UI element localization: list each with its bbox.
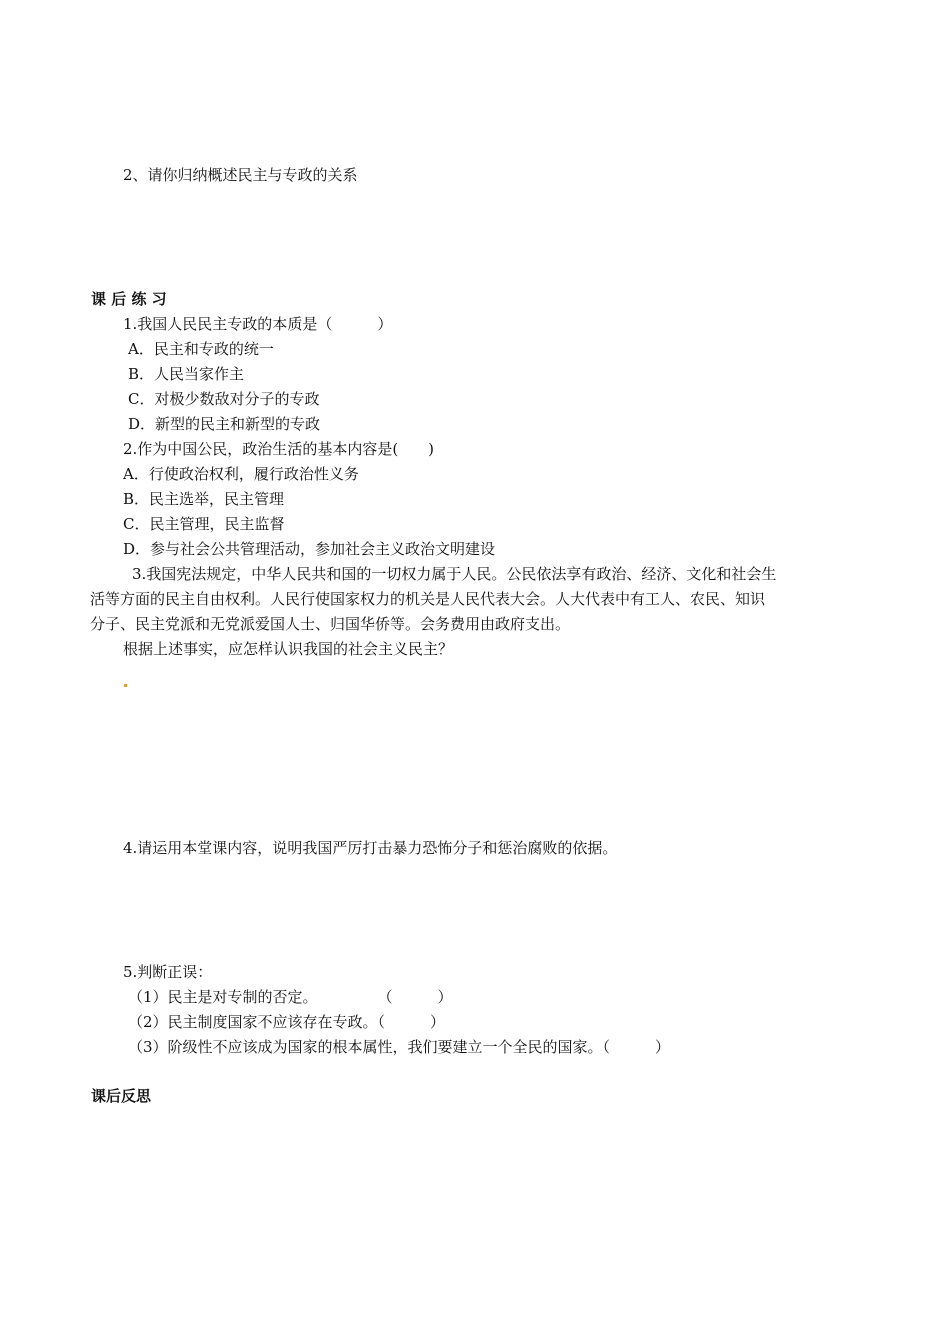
question-5-stem: 5.判断正误：	[123, 963, 213, 981]
q3-question: 根据上述事实，应怎样认识我国的社会主义民主？	[123, 640, 454, 658]
mc1-option-b: B．人民当家作主	[128, 365, 245, 383]
question-4: 4.请运用本堂课内容，说明我国严厉打击暴力恐怖分子和惩治腐败的依据。	[123, 839, 618, 857]
q3-passage-line-2: 活等方面的民主自由权利。人民行使国家权力的机关是人民代表大会。人大代表中有工人、农民、知识	[90, 590, 766, 608]
mc2-stem: 2.作为中国公民，政治生活的基本内容是( )	[123, 440, 435, 458]
mc2-option-c: C．民主管理，民主监督	[123, 515, 285, 533]
section-heading-exercise: 课 后 练 习	[91, 290, 167, 308]
question-2-prompt: 2、请你归纳概述民主与专政的关系	[123, 166, 358, 184]
mc2-option-a: A．行使政治权利，履行政治性义务	[123, 465, 359, 483]
mc1-option-d: D．新型的民主和新型的专政	[128, 415, 321, 433]
mc2-option-b: B．民主选举，民主管理	[123, 490, 285, 508]
q3-passage-line-3: 分子、民主党派和无党派爱国人士、归国华侨等。会务费用由政府支出。	[90, 615, 571, 633]
section-heading-reflection: 课后反思	[91, 1087, 152, 1105]
question-5-item-1: （1）民主是对专制的否定。 （ ）	[128, 988, 453, 1006]
question-5-item-2: （2）民主制度国家不应该存在专政。（ ）	[128, 1013, 446, 1031]
mc1-stem: 1.我国人民民主专政的本质是（ ）	[123, 315, 393, 333]
q3-passage-line-1: 3.我国宪法规定，中华人民共和国的一切权力属于人民。公民依法享有政治、经济、文化和社会生	[132, 565, 777, 583]
question-5-item-3: （3）阶级性不应该成为国家的根本属性，我们要建立一个全民的国家。（ ）	[128, 1038, 671, 1056]
mc1-option-a: A．民主和专政的统一	[128, 340, 274, 358]
mc2-option-d: D．参与社会公共管理活动，参加社会主义政治文明建设	[123, 540, 496, 558]
mc1-option-c: C．对极少数敌对分子的专政	[128, 390, 320, 408]
stray-mark	[124, 684, 127, 687]
